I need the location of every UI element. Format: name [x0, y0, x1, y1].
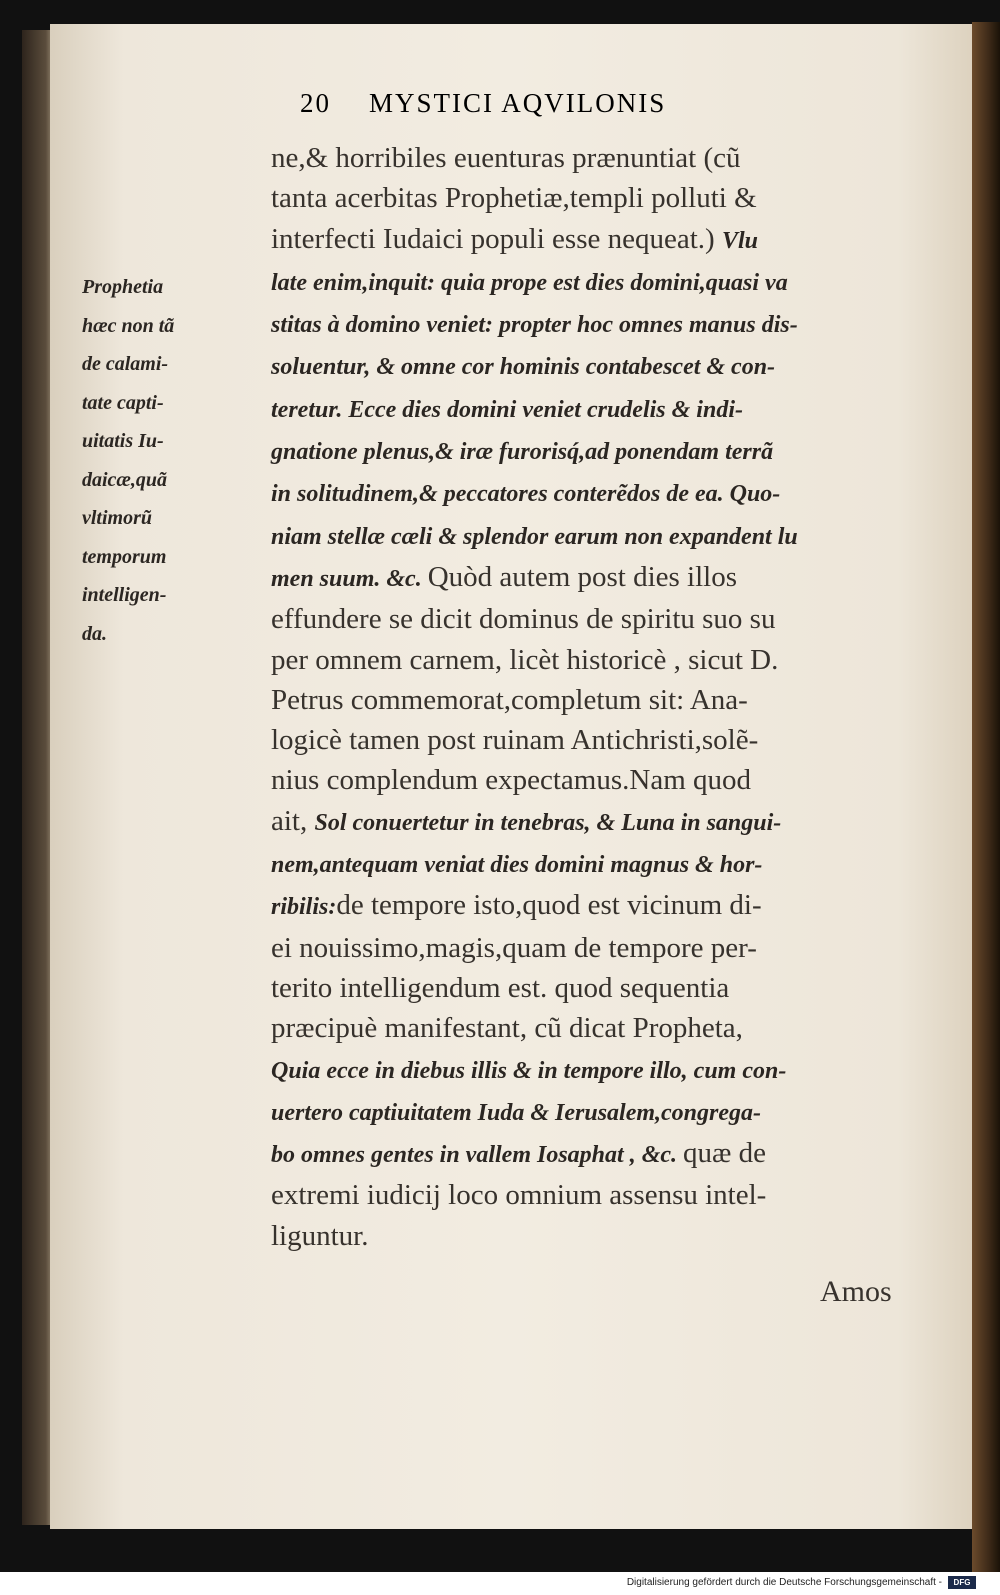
text-line	[223, 303, 923, 345]
text-line	[223, 1216, 923, 1256]
text-segment: de tempore isto,quod est vicinum di-	[336, 889, 762, 922]
text-line	[223, 1133, 923, 1175]
margin-note-line: uitatis Iu-	[82, 430, 164, 452]
margin-note-line: Prophetia	[82, 276, 164, 298]
margin-note-line: daicæ,quã	[82, 468, 167, 491]
text-segment: ei nouissimo,magis,quam de tempore per-	[271, 931, 757, 964]
text-segment: effundere se dicit dominus de spiritu suo su	[271, 603, 776, 636]
text-segment: per omnem carnem, licèt historicè , sicut D.	[271, 643, 779, 676]
text-segment: ne,& horribiles euenturas prænuntiat (cũ	[271, 142, 741, 174]
margin-note-line: da.	[82, 622, 107, 645]
text-line	[223, 178, 923, 218]
margin-note-line: hæc non tã	[82, 314, 175, 337]
margin-note-line: vltimorũ	[82, 507, 153, 529]
text-line	[223, 968, 923, 1008]
quotation-segment: late enim,inquit: quia prope est dies domini,quasi va	[271, 269, 788, 296]
quotation-segment: Sol conuertetur in tenebras, & Luna in sangui-	[314, 809, 782, 836]
margin-note-line: de calami-	[82, 353, 169, 375]
text-segment: quæ de	[683, 1137, 766, 1170]
text-line	[223, 720, 923, 760]
quotation-segment: Quia ecce in diebus illis & in tempore illo, cum con-	[271, 1057, 787, 1084]
quotation-segment: gnatione plenus,& iræ furorisq́,ad ponendam terrã	[271, 439, 774, 466]
text-line	[223, 557, 923, 599]
quotation-segment: stitas à domino veniet: propter hoc omnes manus dis-	[271, 312, 798, 339]
text-line	[223, 843, 923, 885]
text-line	[223, 640, 923, 680]
text-segment: liguntur.	[271, 1219, 369, 1252]
text-segment: Petrus commemorat,completum sit: Ana-	[271, 683, 748, 716]
text-segment: tanta acerbitas Prophetiæ,templi polluti &	[271, 182, 757, 215]
text-line	[223, 138, 923, 178]
text-line	[223, 1049, 923, 1091]
text-segment: Quòd autem post dies illos	[427, 560, 738, 593]
body-text	[223, 138, 923, 1256]
text-line	[223, 680, 923, 720]
page-number: 20	[300, 88, 331, 118]
quotation-segment: nem,antequam veniat dies domini magnus & hor-	[271, 852, 763, 879]
text-line	[223, 801, 923, 843]
text-line	[223, 885, 923, 927]
text-segment: extremi iudicij loco omnium assensu intel-	[271, 1179, 767, 1212]
text-segment: terito intelligendum est. quod sequentia	[271, 971, 730, 1004]
quotation-segment: ribilis:	[271, 894, 337, 921]
quotation-segment: teretur. Ecce dies domini veniet crudelis & indi-	[271, 396, 743, 423]
margin-note-line: intelligen-	[82, 584, 167, 606]
book-cover-edge	[972, 22, 1000, 1572]
text-line	[223, 1008, 923, 1048]
text-line	[223, 430, 923, 472]
running-head	[300, 88, 820, 119]
running-title: MYSTICI AQVILONIS	[369, 88, 667, 118]
text-line	[223, 219, 923, 261]
text-segment: interfecti Iudaici populi esse nequeat.)	[271, 222, 722, 255]
quotation-segment: in solitudinem,& peccatores conterẽdos de ea. Quo-	[271, 481, 781, 508]
text-line	[223, 345, 923, 387]
quotation-segment: Vlu	[721, 227, 758, 254]
quotation-segment: niam stellæ cæli & splendor earum non expandent lu	[271, 523, 798, 550]
text-line	[223, 388, 923, 430]
footer-credit: Digitalisierung gefördert durch die Deutsche Forschungsgemeinschaft -	[626, 1577, 942, 1588]
dfg-logo: DFG	[948, 1576, 976, 1589]
text-line	[223, 472, 923, 514]
text-line	[223, 515, 923, 557]
text-line	[223, 261, 923, 303]
text-line	[223, 1175, 923, 1215]
text-line	[223, 928, 923, 968]
quotation-segment: men suum. &c.	[271, 565, 428, 592]
quotation-segment: bo omnes gentes in vallem Iosaphat , &c.	[271, 1142, 684, 1169]
text-segment: præcipuè manifestant, cũ dicat Propheta,	[271, 1012, 743, 1045]
text-line	[223, 760, 923, 800]
text-segment: nius complendum expectamus.Nam quod	[271, 764, 752, 797]
text-line	[223, 599, 923, 639]
quotation-segment: uertero captiuitatem Iuda & Ierusalem,congrega-	[271, 1099, 762, 1126]
margin-note-line: tate capti-	[82, 391, 164, 414]
text-segment: logicè tamen post ruinam Antichristi,solẽ-	[271, 724, 759, 757]
quotation-segment: soluentur, & omne cor hominis contabescet & con-	[271, 354, 776, 381]
text-segment: ait,	[271, 804, 315, 837]
text-line	[223, 1091, 923, 1133]
margin-note-line: temporum	[82, 545, 167, 568]
margin-note	[82, 268, 232, 653]
catchword: Amos	[820, 1275, 892, 1308]
